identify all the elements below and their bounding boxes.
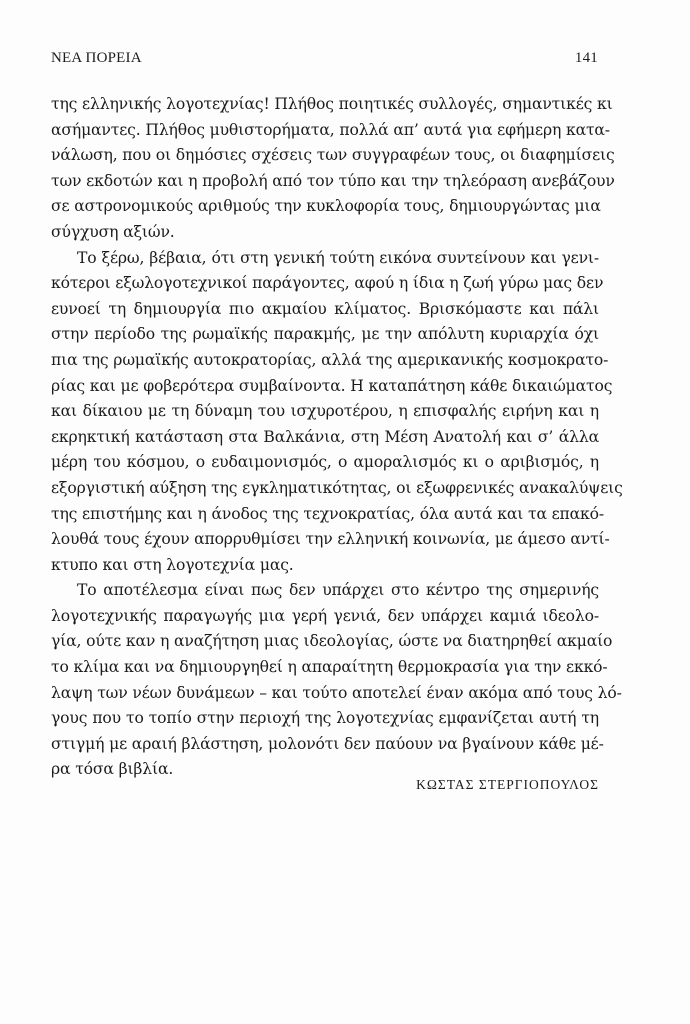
running-title: ΝΕΑ ΠΟΡΕΙΑ [51, 50, 142, 66]
text-line: νάλωση, που οι δημόσιες σχέσεις των συγγραφέων τους, οι διαφημίσεις [51, 146, 615, 165]
text-line: κότεροι εξωλογοτεχνικοί παράγοντες, αφού η ίδια η ζωή γύρω μας δεν [51, 274, 604, 293]
text-line: γία, ούτε καν η αναζήτηση μιας ιδεολογίας, ώστε να διατηρηθεί ακμαίο [51, 632, 613, 651]
text-line: λαψη των νέων δυνάμεων – και τούτο αποτελεί έναν ακόμα από τους λό- [51, 683, 622, 702]
running-head [51, 50, 598, 70]
text-line: εξοργιστική αύξηση της εγκληματικότητας, οι εξωφρενικές ανακαλύψεις [51, 478, 623, 497]
text-line: το κλίμα και να δημιουργηθεί η απαραίτητη θερμοκρασία για την εκκό- [51, 658, 608, 677]
text-line: σύγχυση αξιών. [51, 222, 175, 241]
text-line: στην περίοδο της ρωμαϊκής παρακμής, με την απόλυτη κυριαρχία όχι [51, 325, 599, 344]
text-line: στιγμή με αραιή βλάστηση, μολονότι δεν παύουν να βγαίνουν κάθε μέ- [51, 734, 604, 753]
article-body [51, 92, 623, 783]
text-line: ευνοεί τη δημιουργία πιο ακμαίου κλίματος. Βρισκόμαστε και πάλι [51, 299, 599, 318]
text-line: της επιστήμης και η άνοδος της τεχνοκρατίας, όλα αυτά και τα επακό- [51, 504, 604, 523]
text-line: λογοτεχνικής παραγωγής μια γερή γενιά, δεν υπάρχει καμιά ιδεολο- [51, 606, 599, 625]
text-line: και δίκαιου με τη δύναμη του ισχυροτέρου, η επισφαλής ειρήνη και η [51, 402, 599, 421]
paragraph [51, 92, 615, 246]
text-line: ρίας και με φοβερότερα συμβαίνοντα. Η καταπάτηση κάθε δικαιώματος [51, 376, 613, 395]
text-line: Το ξέρω, βέβαια, ότι στη γενική τούτη εικόνα συντείνουν και γενι- [77, 248, 599, 267]
paragraph [51, 246, 623, 579]
text-line: ασήμαντες. Πλήθος μυθιστορήματα, πολλά απ’ αυτά για εφήμερη κατα- [51, 120, 610, 139]
text-line: λουθά τους έχουν απορρυθμίσει την ελληνική κοινωνία, με άμεσο αντί- [51, 530, 610, 549]
text-line: εκρηκτική κατάσταση στα Βαλκάνια, στη Μέση Ανατολή και σ’ άλλα [51, 427, 599, 446]
text-line: μέρη του κόσμου, ο ευδαιμονισμός, ο αμοραλισμός κι ο αριβισμός, η [51, 453, 599, 472]
text-line: ρα τόσα βιβλία. [51, 760, 174, 779]
text-line: Το αποτέλεσμα είναι πως δεν υπάρχει στο κέντρο της σημερινής [77, 581, 599, 600]
text-line: κτυπο και στη λογοτεχνία μας. [51, 555, 294, 574]
text-line: σε αστρονομικούς αριθμούς την κυκλοφορία τους, δημιουργώντας μια [51, 197, 601, 216]
text-line: των εκδοτών και η προβολή από τον τύπο και την τηλεόραση ανεβάζουν [51, 171, 615, 190]
text-line: της ελληνικής λογοτεχνίας! Πλήθος ποιητικές συλλογές, σημαντικές κι [51, 95, 613, 113]
text-line: πια της ρωμαϊκής αυτοκρατορίας, αλλά της αμερικανικής κοσμοκρατο- [51, 350, 609, 369]
page-number: 141 [574, 50, 598, 66]
text-line: γους που το τοπίο στην περιοχή της λογοτεχνίας εμφανίζεται αυτή τη [51, 709, 599, 728]
paragraph [51, 578, 622, 783]
author-signature: ΚΩΣΤΑΣ ΣΤΕΡΓΙΟΠΟΥΛΟΣ [416, 777, 599, 792]
